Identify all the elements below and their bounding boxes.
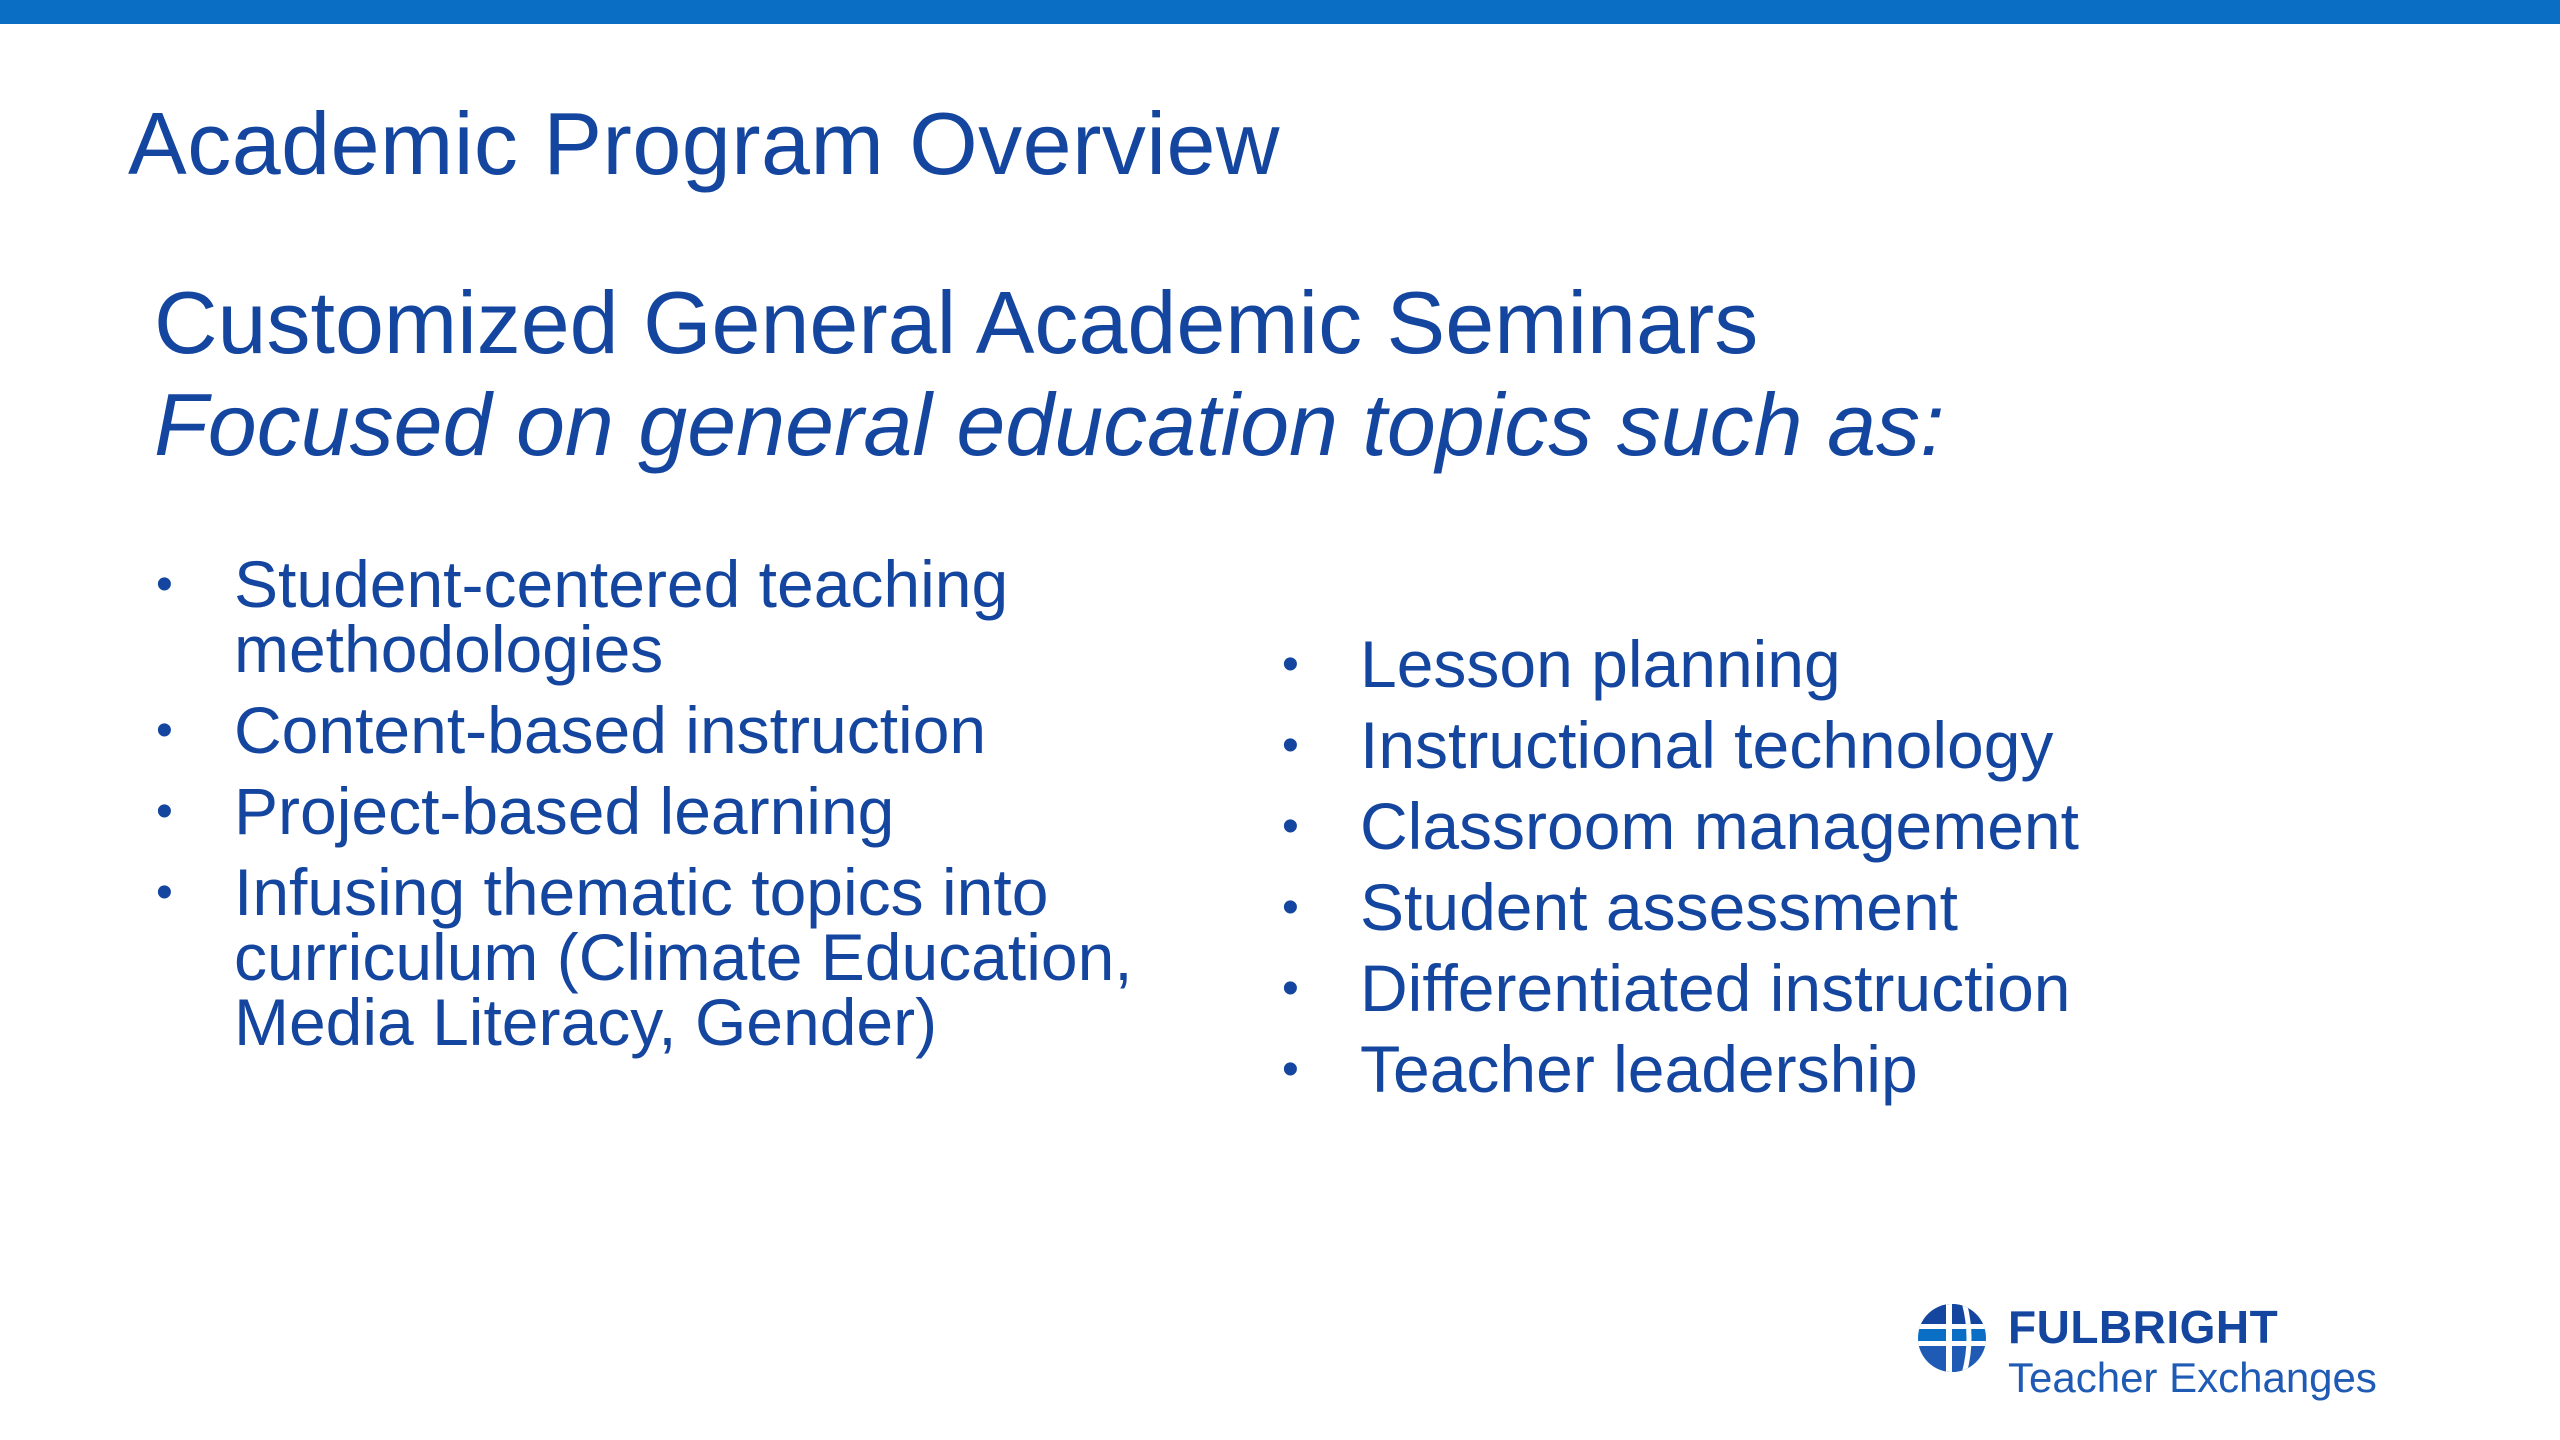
list-item-label: Student-centered teaching methodologies <box>234 547 1009 686</box>
globe-icon <box>1916 1302 1988 1374</box>
list-item-label: Project-based learning <box>234 774 895 848</box>
logo-subtitle: Teacher Exchanges <box>2008 1354 2377 1401</box>
list-item <box>154 774 1254 848</box>
top-accent-bar <box>0 0 2560 24</box>
bullet-icon: • <box>156 785 173 838</box>
bullet-icon: • <box>1282 1043 1299 1096</box>
list-item-label: Instructional technology <box>1360 708 2054 782</box>
list-item-label: Teacher leadership <box>1360 1032 1918 1106</box>
list-item <box>1280 789 2480 863</box>
list-item <box>1280 627 2480 701</box>
bullet-icon: • <box>156 866 173 919</box>
list-item-label: Differentiated instruction <box>1360 951 2071 1025</box>
bullet-list-right <box>1280 627 2480 1118</box>
section-subtitle: Customized General Academic Seminars <box>154 273 1759 372</box>
slide-title: Academic Program Overview <box>128 94 1280 193</box>
bullet-icon: • <box>1282 881 1299 934</box>
list-item-label: Lesson planning <box>1360 627 1841 701</box>
list-item-label: Infusing thematic topics into curriculum (Climate Education, Media Literacy, Gender) <box>234 855 1133 1059</box>
bullet-icon: • <box>156 704 173 757</box>
bullet-icon: • <box>1282 638 1299 691</box>
list-item-label: Content-based instruction <box>234 693 987 767</box>
section-tagline: Focused on general education topics such as: <box>154 375 1945 474</box>
bullet-icon: • <box>1282 719 1299 772</box>
bullet-icon: • <box>156 558 173 611</box>
list-item-label: Classroom management <box>1360 789 2079 863</box>
list-item <box>154 855 1254 1059</box>
list-item <box>1280 1032 2480 1106</box>
list-item-label: Student assessment <box>1360 870 1958 944</box>
bullet-icon: • <box>1282 800 1299 853</box>
logo-wordmark: FULBRIGHT <box>2008 1301 2279 1353</box>
list-item <box>1280 870 2480 944</box>
list-item <box>154 547 1254 686</box>
fulbright-logo <box>1916 1300 2436 1410</box>
bullet-list-left <box>154 547 1254 1071</box>
list-item <box>1280 951 2480 1025</box>
list-item <box>1280 708 2480 782</box>
list-item <box>154 693 1254 767</box>
bullet-icon: • <box>1282 962 1299 1015</box>
